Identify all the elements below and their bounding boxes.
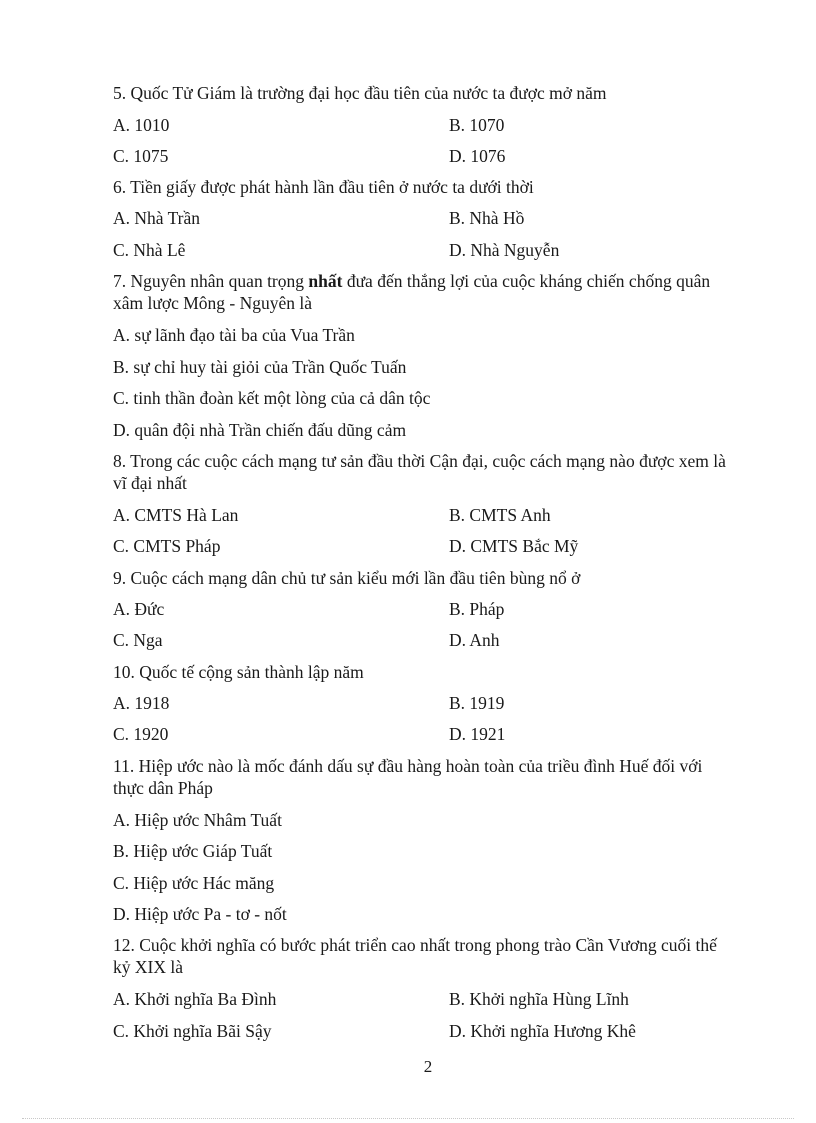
question-6-option-d: D. Nhà Nguyễn xyxy=(449,240,560,260)
page-number: 2 xyxy=(423,1057,433,1076)
question-11: 11. Hiệp ước nào là mốc đánh dấu sự đầu hàng hoàn toàn của triều đình Huế đối với thực dân Pháp xyxy=(113,756,703,798)
question-10: 10. Quốc tế cộng sản thành lập năm xyxy=(113,662,364,682)
question-9-option-c: C. Nga xyxy=(113,630,163,650)
question-6-option-c: C. Nhà Lê xyxy=(113,240,186,260)
question-12-option-a: A. Khởi nghĩa Ba Đình xyxy=(113,989,277,1009)
question-11-option-d: D. Hiệp ước Pa - tơ - nốt xyxy=(113,904,287,924)
question-9-option-d: D. Anh xyxy=(449,630,500,650)
question-9-option-a: A. Đức xyxy=(113,599,165,619)
question-11-option-b: B. Hiệp ước Giáp Tuất xyxy=(113,841,273,861)
question-7-option-a: A. sự lãnh đạo tài ba của Vua Trần xyxy=(113,325,355,345)
question-10-option-a: A. 1918 xyxy=(113,693,170,713)
question-12-option-c: C. Khởi nghĩa Bãi Sậy xyxy=(113,1021,272,1041)
question-9-option-b: B. Pháp xyxy=(449,599,505,619)
question-7-option-d: D. quân đội nhà Trần chiến đấu dũng cảm xyxy=(113,420,407,440)
question-7-option-b: B. sự chỉ huy tài giỏi của Trần Quốc Tuấn xyxy=(113,357,407,377)
question-5-option-c: C. 1075 xyxy=(113,146,169,166)
question-5-option-a: A. 1010 xyxy=(113,115,170,135)
question-10-option-c: C. 1920 xyxy=(113,724,169,744)
question-10-option-b: B. 1919 xyxy=(449,693,505,713)
question-11-option-a: A. Hiệp ước Nhâm Tuất xyxy=(113,810,282,830)
question-6: 6. Tiền giấy được phát hành lần đầu tiên ở nước ta dưới thời xyxy=(113,177,534,197)
question-12-option-b: B. Khởi nghĩa Hùng Lĩnh xyxy=(449,989,629,1009)
question-7-text-after: đưa đến thắng lợi của cuộc kháng chiến chống quân xâm lược Mông - Nguyên là xyxy=(113,271,711,313)
question-8-option-c: C. CMTS Pháp xyxy=(113,536,221,556)
question-6-option-b: B. Nhà Hồ xyxy=(449,208,525,228)
question-12: 12. Cuộc khởi nghĩa có bước phát triển cao nhất trong phong trào Cần Vương cuối thế kỷ XIX là xyxy=(113,935,717,977)
question-7-emphasis: nhất xyxy=(308,271,343,291)
question-7 xyxy=(113,270,733,314)
question-8: 8. Trong các cuộc cách mạng tư sản đầu thời Cận đại, cuộc cách mạng nào được xem là vĩ đại nhất xyxy=(113,451,726,493)
question-7-text-before: 7. Nguyên nhân quan trọng xyxy=(113,271,309,291)
question-12-option-d: D. Khởi nghĩa Hương Khê xyxy=(449,1021,636,1041)
question-9: 9. Cuộc cách mạng dân chủ tư sản kiểu mới lần đầu tiên bùng nổ ở xyxy=(113,568,581,588)
question-8-option-a: A. CMTS Hà Lan xyxy=(113,505,239,525)
question-8-option-d: D. CMTS Bắc Mỹ xyxy=(449,536,579,556)
page-bottom-divider xyxy=(22,1118,794,1119)
question-5: 5. Quốc Tử Giám là trường đại học đầu tiên của nước ta được mở năm xyxy=(113,83,607,103)
question-7-option-c: C. tinh thần đoàn kết một lòng của cả dân tộc xyxy=(113,388,431,408)
question-11-option-c: C. Hiệp ước Hác măng xyxy=(113,873,275,893)
question-5-option-b: B. 1070 xyxy=(449,115,505,135)
question-10-option-d: D. 1921 xyxy=(449,724,506,744)
question-6-option-a: A. Nhà Trần xyxy=(113,208,201,228)
question-5-option-d: D. 1076 xyxy=(449,146,506,166)
question-8-option-b: B. CMTS Anh xyxy=(449,505,551,525)
